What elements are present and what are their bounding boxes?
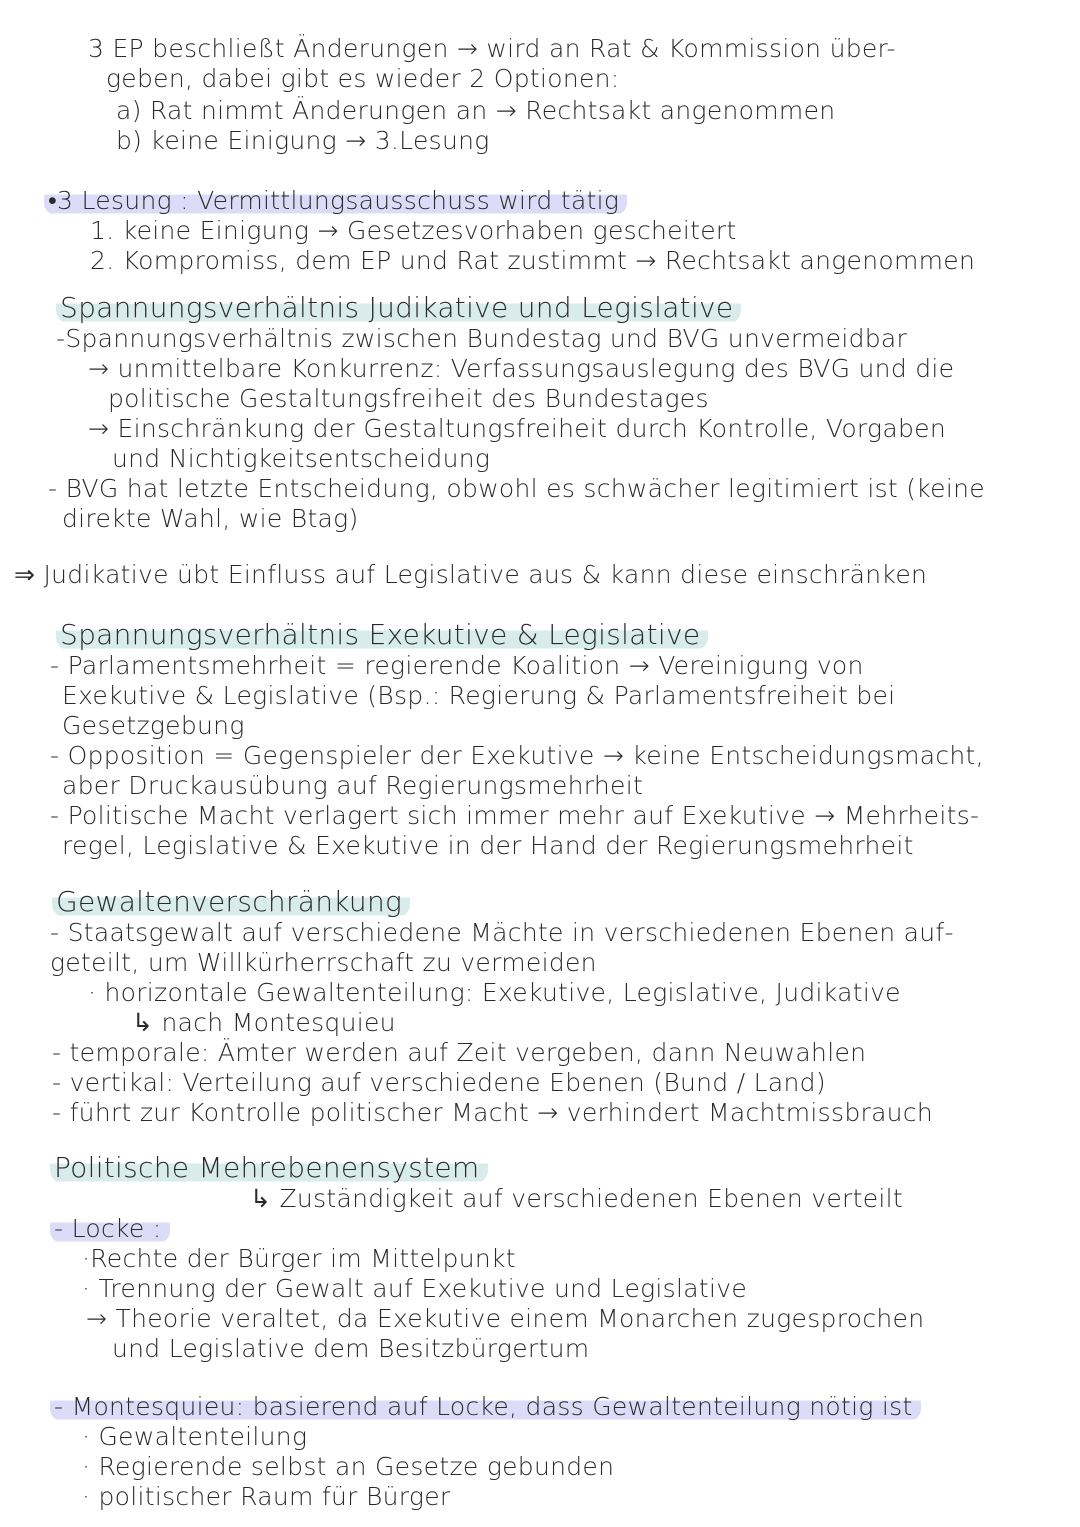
section-heading: Gewaltenverschränkung [52, 887, 410, 917]
text-line: Exekutive & Legislative (Bsp.: Regierung & Parlamentsfreiheit bei [62, 681, 896, 710]
text-line: · politischer Raum für Bürger [82, 1482, 451, 1511]
text-line: -Spannungsverhältnis zwischen Bundestag und BVG unvermeidbar [56, 324, 908, 353]
locke-highlight: - Locke : [50, 1214, 170, 1243]
text-line: ↳ nach Montesquieu [132, 1008, 396, 1037]
text-line: - führt zur Kontrolle politischer Macht → verhindert Machtmissbrauch [52, 1098, 934, 1127]
text-line: - Opposition = Gegenspieler der Exekutive → keine Entscheidungsmacht, [50, 741, 984, 770]
text-line: - Politische Macht verlagert sich immer mehr auf Exekutive → Mehrheits- [50, 801, 980, 830]
montesquieu-highlight: - Montesquieu: basierend auf Locke, dass Gewaltenteilung nötig ist [50, 1392, 921, 1421]
text-line: 3 EP beschließt Änderungen → wird an Rat & Kommission über- [88, 34, 896, 63]
text-line: - Staatsgewalt auf verschiedene Mächte in verschiedenen Ebenen auf- [50, 918, 954, 947]
text-line: Gesetzgebung [62, 711, 245, 740]
text-line: - temporale: Ämter werden auf Zeit vergeben, dann Neuwahlen [52, 1038, 867, 1067]
text-line: 2. Kompromiss, dem EP und Rat zustimmt → Rechtsakt angenommen [90, 246, 976, 275]
text-line [44, 186, 627, 216]
text-line: und Nichtigkeitsentscheidung [112, 444, 491, 473]
section-heading: Spannungsverhältnis Judikative und Legislative [56, 293, 741, 323]
text-line: aber Druckausübung auf Regierungsmehrheit [62, 771, 644, 800]
text-line: und Legislative dem Besitzbürgertum [112, 1334, 590, 1363]
text-line: → Theorie veraltet, da Exekutive einem Monarchen zugesprochen [86, 1304, 925, 1333]
text-line: · horizontale Gewaltenteilung: Exekutive, Legislative, Judikative [88, 978, 901, 1007]
section-heading: Politische Mehrebenensystem [50, 1153, 488, 1183]
lesung-highlight: •3 Lesung : Vermittlungsausschuss wird tätig [44, 186, 627, 215]
text-line: regel, Legislative & Exekutive in der Hand der Regierungsmehrheit [62, 831, 914, 860]
text-line [50, 1214, 170, 1244]
text-line: · Regierende selbst an Gesetze gebunden [82, 1452, 615, 1481]
text-line: - BVG hat letzte Entscheidung, obwohl es schwächer legitimiert ist (keine [48, 474, 985, 503]
text-line: b) keine Einigung → 3.Lesung [116, 126, 490, 155]
text-line: geteilt, um Willkürherrschaft zu vermeiden [50, 948, 597, 977]
text-line: ↳ Zuständigkeit auf verschiedenen Ebenen verteilt [250, 1184, 904, 1213]
text-line: ·Rechte der Bürger im Mittelpunkt [82, 1244, 516, 1273]
text-line: · Gewaltenteilung [82, 1422, 308, 1451]
text-line: a) Rat nimmt Änderungen an → Rechtsakt angenommen [116, 96, 836, 125]
text-line: - vertikal: Verteilung auf verschiedene Ebenen (Bund / Land) [52, 1068, 826, 1097]
text-line: politische Gestaltungsfreiheit des Bundestages [108, 384, 709, 413]
section-heading: Spannungsverhältnis Exekutive & Legislative [56, 620, 708, 650]
text-line: 1. keine Einigung → Gesetzesvorhaben gescheitert [90, 216, 737, 245]
text-line: - Parlamentsmehrheit = regierende Koalition → Vereinigung von [50, 651, 864, 680]
conclusion-line: ⇒ Judikative übt Einfluss auf Legislative aus & kann diese einschränken [14, 560, 928, 589]
text-line: → Einschränkung der Gestaltungsfreiheit durch Kontrolle, Vorgaben [88, 414, 946, 443]
text-line: → unmittelbare Konkurrenz: Verfassungsauslegung des BVG und die [88, 354, 955, 383]
text-line [50, 1392, 921, 1422]
text-line: direkte Wahl, wie Btag) [62, 504, 359, 533]
text-line: geben, dabei gibt es wieder 2 Optionen: [106, 64, 620, 93]
text-line: · Trennung der Gewalt auf Exekutive und Legislative [82, 1274, 747, 1303]
